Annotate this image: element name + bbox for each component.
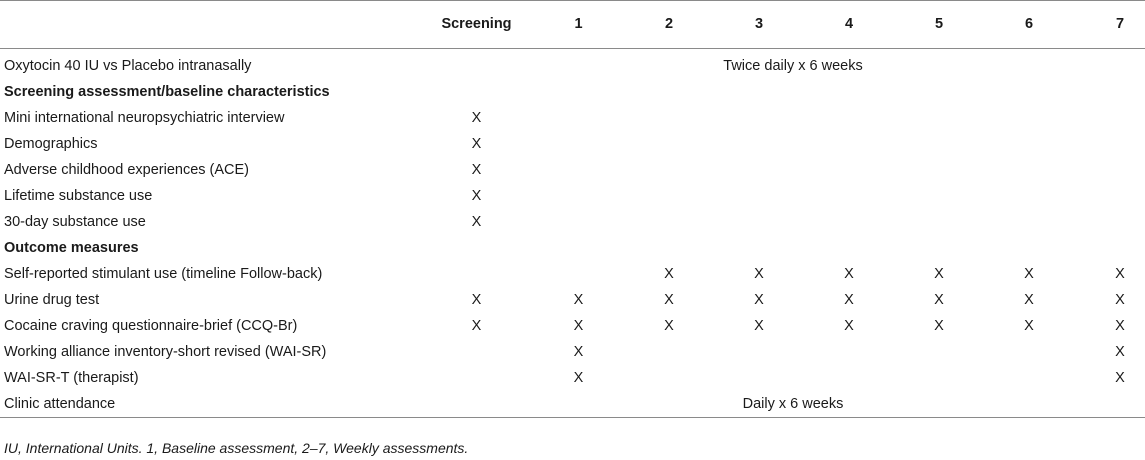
table-row xyxy=(0,339,1145,365)
spanning-schedule-cell: Twice daily x 6 weeks xyxy=(723,58,863,74)
mark-cell xyxy=(624,105,714,131)
mark-cell xyxy=(714,209,804,235)
mark-cell xyxy=(714,339,804,365)
table-row xyxy=(0,209,1145,235)
table-row xyxy=(0,261,1145,287)
mark-cell: X xyxy=(471,110,482,126)
mark-cell xyxy=(984,209,1074,235)
mark-cell xyxy=(1074,183,1145,209)
header-cell-visit-2: 2 xyxy=(624,1,714,49)
mark-cell: X xyxy=(844,266,854,282)
mark-cell: X xyxy=(573,292,584,308)
header-cell-visit-6: 6 xyxy=(984,1,1074,49)
mark-cell xyxy=(984,183,1074,209)
mark-cell xyxy=(714,183,804,209)
mark-cell xyxy=(984,157,1074,183)
section-heading: Screening assessment/baseline characteristics xyxy=(4,84,330,100)
table-row xyxy=(0,235,1145,261)
row-label: Mini international neuropsychiatric interview xyxy=(4,110,285,126)
mark-cell: X xyxy=(1024,266,1034,282)
mark-cell xyxy=(624,209,714,235)
mark-cell xyxy=(804,365,894,391)
mark-cell: X xyxy=(471,162,482,178)
mark-cell xyxy=(1074,209,1145,235)
row-label: Adverse childhood experiences (ACE) xyxy=(4,162,250,178)
row-label: Oxytocin 40 IU vs Placebo intranasally xyxy=(4,58,252,74)
mark-cell xyxy=(714,157,804,183)
mark-cell xyxy=(714,105,804,131)
mark-cell: X xyxy=(1024,292,1034,308)
mark-cell xyxy=(714,365,804,391)
mark-cell xyxy=(1074,105,1145,131)
table-body xyxy=(0,49,1145,418)
row-label: Clinic attendance xyxy=(0,391,420,418)
table-row xyxy=(0,365,1145,391)
mark-cell: X xyxy=(934,266,944,282)
row-label: Cocaine craving questionnaire-brief (CCQ-Br) xyxy=(4,318,298,334)
mark-cell xyxy=(894,339,984,365)
mark-cell xyxy=(804,339,894,365)
mark-cell: X xyxy=(1115,266,1125,282)
mark-cell xyxy=(533,157,624,183)
header-row xyxy=(0,1,1145,49)
mark-cell: X xyxy=(573,370,584,386)
header-cell-screening: Screening xyxy=(420,1,533,49)
mark-cell xyxy=(804,183,894,209)
row-label: Working alliance inventory-short revised (WAI-SR) xyxy=(4,344,327,360)
table-row xyxy=(0,391,1145,418)
mark-cell: X xyxy=(844,292,854,308)
mark-cell xyxy=(804,209,894,235)
spanning-schedule-cell: Daily x 6 weeks xyxy=(420,391,1145,418)
mark-cell xyxy=(894,131,984,157)
row-label: Demographics xyxy=(4,136,98,152)
header-cell-visit-3: 3 xyxy=(714,1,804,49)
mark-cell: X xyxy=(1115,370,1125,386)
mark-cell: X xyxy=(754,318,764,334)
mark-cell xyxy=(624,157,714,183)
table-row xyxy=(0,287,1145,313)
mark-cell xyxy=(533,105,624,131)
mark-cell xyxy=(533,209,624,235)
header-cell-visit-5: 5 xyxy=(894,1,984,49)
mark-cell xyxy=(624,339,714,365)
mark-cell xyxy=(804,105,894,131)
row-label: Self-reported stimulant use (timeline Follow-back) xyxy=(4,266,323,282)
mark-cell xyxy=(624,131,714,157)
section-heading: Outcome measures xyxy=(4,240,139,256)
mark-cell: X xyxy=(934,292,944,308)
header-cell-visit-7: 7 xyxy=(1074,1,1145,49)
table-row xyxy=(0,131,1145,157)
mark-cell xyxy=(1074,157,1145,183)
mark-cell xyxy=(984,131,1074,157)
mark-cell xyxy=(533,183,624,209)
mark-cell: X xyxy=(471,136,482,152)
mark-cell xyxy=(894,183,984,209)
mark-cell xyxy=(624,365,714,391)
header-cell-label xyxy=(0,1,420,49)
table-row xyxy=(0,313,1145,339)
mark-cell: X xyxy=(1115,344,1125,360)
table-row xyxy=(0,105,1145,131)
mark-cell xyxy=(894,105,984,131)
mark-cell xyxy=(984,339,1074,365)
row-label: Lifetime substance use xyxy=(4,188,153,204)
row-label: WAI-SR-T (therapist) xyxy=(4,370,139,386)
mark-cell: X xyxy=(934,318,944,334)
mark-cell: X xyxy=(664,318,674,334)
mark-cell xyxy=(984,365,1074,391)
mark-cell: X xyxy=(1024,318,1034,334)
mark-cell: X xyxy=(1115,318,1125,334)
mark-cell: X xyxy=(754,292,764,308)
table-row xyxy=(0,79,1145,105)
mark-cell xyxy=(894,365,984,391)
table-row xyxy=(0,49,1145,80)
header-cell-visit-4: 4 xyxy=(804,1,894,49)
mark-cell: X xyxy=(471,214,482,230)
mark-cell: X xyxy=(664,266,674,282)
table-row xyxy=(0,157,1145,183)
mark-cell xyxy=(533,131,624,157)
mark-cell: X xyxy=(471,318,482,334)
row-label: Urine drug test xyxy=(4,292,100,308)
header-cell-visit-1: 1 xyxy=(533,1,624,49)
mark-cell xyxy=(894,157,984,183)
mark-cell: X xyxy=(471,188,482,204)
mark-cell: X xyxy=(573,344,584,360)
mark-cell xyxy=(894,209,984,235)
mark-cell xyxy=(420,365,533,391)
mark-cell xyxy=(533,261,624,287)
mark-cell xyxy=(420,339,533,365)
mark-cell xyxy=(984,105,1074,131)
table-row xyxy=(0,183,1145,209)
mark-cell: X xyxy=(471,292,482,308)
table-footnote: IU, International Units. 1, Baseline assessment, 2–7, Weekly assessments. xyxy=(4,440,469,456)
mark-cell xyxy=(714,131,804,157)
mark-cell xyxy=(420,261,533,287)
row-label: 30-day substance use xyxy=(4,214,146,230)
mark-cell xyxy=(624,183,714,209)
mark-cell: X xyxy=(754,266,764,282)
mark-cell: X xyxy=(1115,292,1125,308)
mark-cell xyxy=(1074,131,1145,157)
mark-cell xyxy=(804,157,894,183)
mark-cell xyxy=(804,131,894,157)
mark-cell: X xyxy=(573,318,584,334)
mark-cell: X xyxy=(844,318,854,334)
mark-cell: X xyxy=(664,292,674,308)
